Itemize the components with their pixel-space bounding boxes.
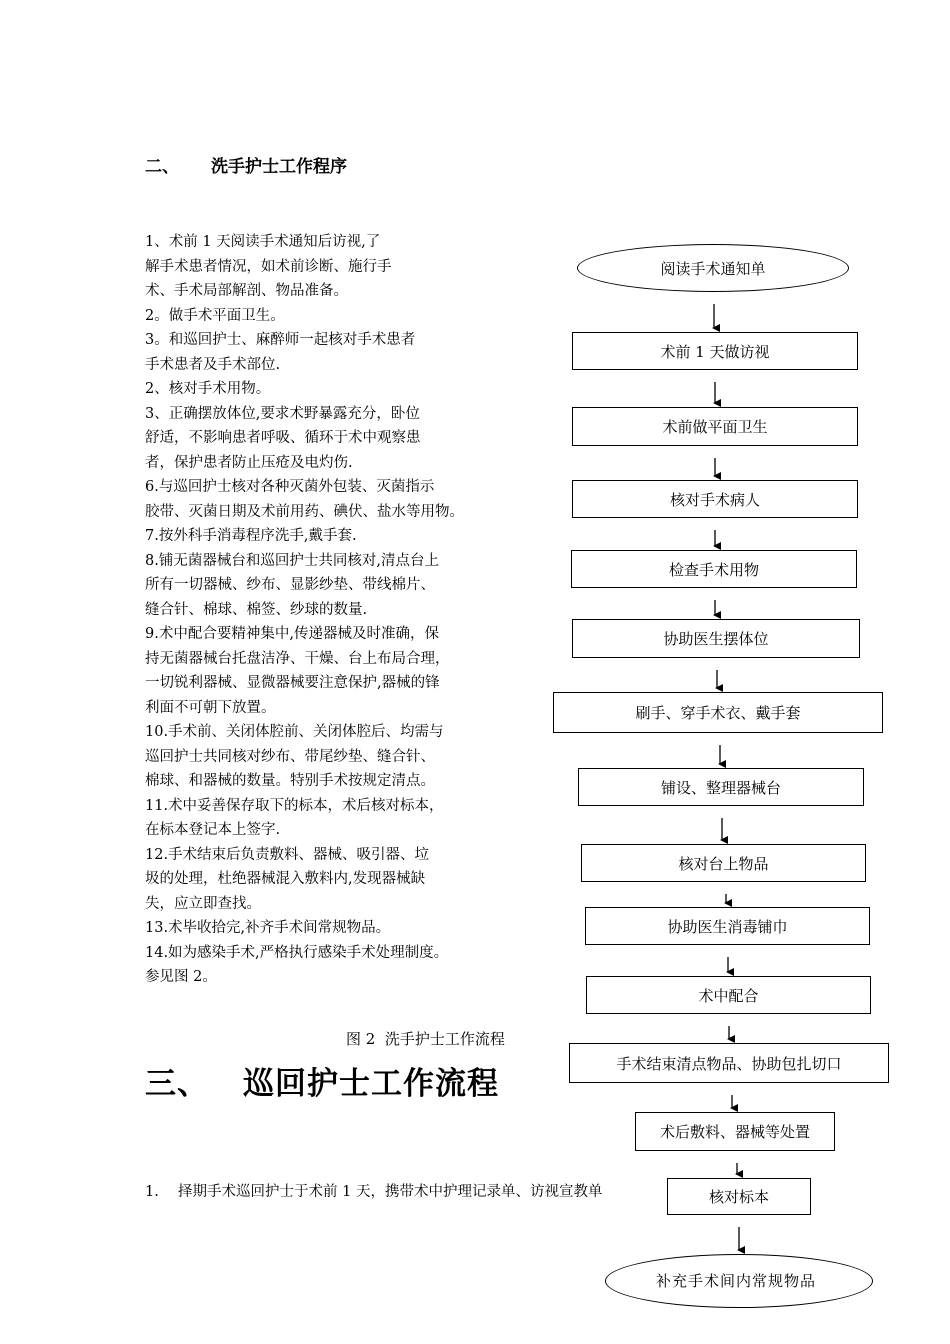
procedure-line: 参见图 2。 <box>145 969 217 985</box>
procedure-line: 13.术毕收拾完,补齐手术间常规物品。 <box>145 920 391 936</box>
flow-step: 术前 1 天做访视 <box>572 332 858 370</box>
procedure-line: 胶带、灭菌日期及术前用药、碘伏、盐水等用物。 <box>145 503 464 520</box>
section-2-number: 二、 <box>145 157 179 177</box>
flow-step: 核对台上物品 <box>581 844 866 882</box>
procedure-line: 者，保护患者防止压疮及电灼伤. <box>145 454 353 471</box>
procedure-line: 手术患者及手术部位. <box>145 356 281 373</box>
procedure-line: 7.按外科手消毒程序洗手,戴手套. <box>145 528 357 544</box>
section-3-number: 三、 <box>145 1066 209 1102</box>
procedure-line: 舒适，不影响患者呼吸、循环于术中观察患 <box>145 430 421 446</box>
procedure-line: 一切锐利器械、显微器械要注意保护,器械的锋 <box>145 675 440 691</box>
section-3-paragraph-text: 择期手术巡回护士于术前 1 天，携带术中护理记录单、访视宣教单 <box>178 1184 603 1200</box>
flow-step: 核对手术病人 <box>572 480 858 518</box>
procedure-line: 所有一切器械、纱布、显影纱垫、带线棉片、 <box>145 577 435 593</box>
procedure-line: 圾的处理，杜绝器械混入敷料内,发现器械缺 <box>145 871 426 887</box>
procedure-line: 11.术中妥善保存取下的标本，术后核对标本， <box>145 797 444 814</box>
flow-start: 阅读手术通知单 <box>577 244 849 292</box>
procedure-line: 巡回护士共同核对纱布、带尾纱垫、缝合针、 <box>145 748 435 765</box>
figure-caption: 图 2 洗手护士工作流程 <box>346 1030 505 1048</box>
procedure-line: 持无菌器械台托盘洁净、干燥、台上布局合理， <box>145 650 450 667</box>
procedure-line: 6.与巡回护士核对各种灭菌外包装、灭菌指示 <box>145 479 435 495</box>
procedure-line: 解手术患者情况，如术前诊断、施行手 <box>145 258 392 275</box>
procedure-line: 缝合针、棉球、棉签、纱球的数量. <box>145 601 368 618</box>
procedure-line: 在标本登记本上签字. <box>145 822 281 838</box>
flow-step: 核对标本 <box>667 1178 811 1215</box>
procedure-line: 利面不可朝下放置。 <box>145 699 276 716</box>
section-3-title: 巡回护士工作流程 <box>243 1066 499 1102</box>
flow-end: 补充手术间内常规物品 <box>605 1254 873 1308</box>
section-2-title: 洗手护士工作程序 <box>211 157 347 177</box>
procedure-line: 12.手术结束后负责敷料、器械、吸引器、垃 <box>145 846 430 863</box>
procedure-line: 3。和巡回护士、麻醉师一起核对手术患者 <box>145 332 416 348</box>
flow-step: 协助医生消毒铺巾 <box>585 907 870 945</box>
flow-step: 术中配合 <box>586 976 871 1014</box>
procedure-line: 2。做手术平面卫生。 <box>145 307 285 324</box>
flow-step: 铺设、整理器械台 <box>578 768 864 806</box>
procedure-line: 失，应立即查找。 <box>145 895 261 912</box>
procedure-line: 14.如为感染手术,严格执行感染手术处理制度。 <box>145 944 449 961</box>
flow-step: 术前做平面卫生 <box>572 407 858 446</box>
procedure-line: 3、正确摆放体位,要求术野暴露充分，卧位 <box>145 405 420 422</box>
procedure-line: 术、手术局部解剖、物品准备。 <box>145 283 348 299</box>
section-3-paragraph-number: 1. <box>145 1184 159 1200</box>
procedure-line: 棉球、和器械的数量。特别手术按规定清点。 <box>145 773 435 789</box>
flow-step: 协助医生摆体位 <box>572 619 860 658</box>
procedure-line: 8.铺无菌器械台和巡回护士共同核对,清点台上 <box>145 552 439 569</box>
flow-step: 检查手术用物 <box>571 550 857 588</box>
flow-step: 术后敷料、器械等处置 <box>635 1112 835 1151</box>
flow-step: 刷手、穿手术衣、戴手套 <box>553 692 883 733</box>
procedure-line: 1、术前 1 天阅读手术通知后访视,了 <box>145 234 381 250</box>
flow-step: 手术结束清点物品、协助包扎切口 <box>569 1043 889 1083</box>
procedure-line: 2、核对手术用物。 <box>145 381 271 397</box>
procedure-line: 10.手术前、关闭体腔前、关闭体腔后、均需与 <box>145 724 444 740</box>
procedure-line: 9.术中配合要精神集中,传递器械及时准确，保 <box>145 626 439 642</box>
